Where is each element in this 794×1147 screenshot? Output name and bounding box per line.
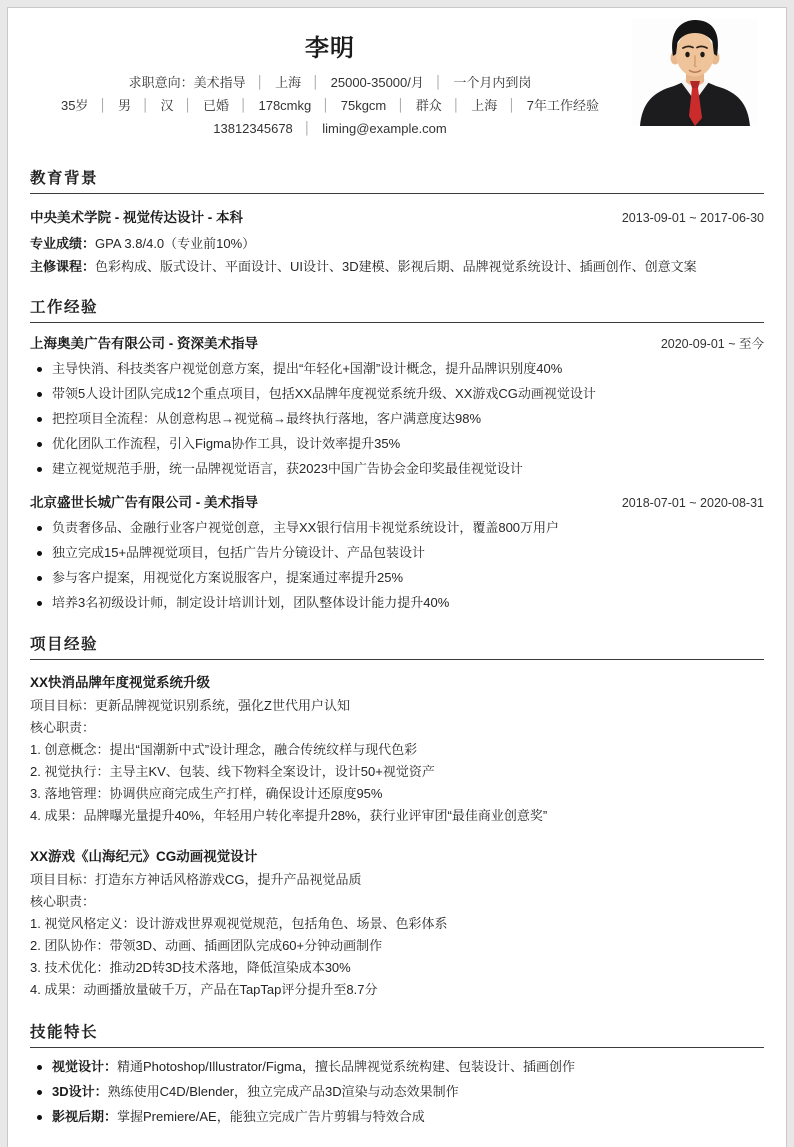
project-line: 1. 创意概念：提出“国潮新中式”设计理念，融合传统纹样与现代色彩 bbox=[30, 742, 418, 757]
education-date-range: 2013-09-01 ~ 2017-06-30 bbox=[621, 211, 764, 225]
intention-segment: │ 一个月内到岗 bbox=[424, 75, 532, 90]
project-name: XX快消品牌年度视觉系统升级 bbox=[30, 675, 211, 690]
section-projects bbox=[30, 636, 764, 998]
skill-list bbox=[30, 1058, 764, 1126]
company-role: 上海奥美广告有限公司 - 资深美术指导 bbox=[30, 336, 258, 351]
skill-label: 视觉设计： bbox=[52, 1059, 118, 1074]
project-line: 4. 成果：动画播放量破千万，产品在TapTap评分提升至8.7分 bbox=[30, 982, 378, 997]
job-bullet-list bbox=[30, 360, 764, 478]
candidate-photo bbox=[632, 18, 757, 126]
project-line: 3. 落地管理：协调供应商完成生产打样，确保设计还原度95% bbox=[30, 786, 383, 801]
skill-text: 熟练使用C4D/Blender，独立完成产品3D渲染与动态效果制作 bbox=[107, 1084, 459, 1099]
section-title-education: 教育背景 bbox=[30, 170, 764, 194]
job-date-range: 2018-07-01 ~ 2020-08-31 bbox=[621, 496, 764, 510]
job-date-range: 2020-09-01 ~ 至今 bbox=[660, 337, 764, 351]
project-line: 1. 视觉风格定义：设计游戏世界观视觉规范，包括角色、场景、色彩体系 bbox=[30, 916, 448, 931]
section-education bbox=[30, 170, 764, 275]
project-line: 核心职责： bbox=[30, 720, 96, 735]
header-text-block bbox=[30, 8, 630, 138]
skill-label: 3D设计： bbox=[52, 1084, 108, 1099]
project-detail-lines bbox=[30, 871, 764, 998]
intention-segment: │ 上海 bbox=[246, 75, 302, 90]
profile-segment: │ 178cmkg bbox=[229, 98, 311, 113]
job-bullet: 优化团队工作流程，引入Figma协作工具，设计效率提升35% bbox=[30, 435, 764, 453]
job-entry-header bbox=[30, 494, 764, 512]
intention-segment: │ 25000-35000/月 bbox=[301, 75, 424, 90]
project-line: 项目目标：打造东方神话风格游戏CG，提升产品视觉品质 bbox=[30, 872, 362, 887]
job-bullet: 带领5人设计团队完成12个重点项目，包括XX品牌年度视觉系统升级、XX游戏CG动画视觉设计 bbox=[30, 385, 764, 403]
job-intention-line bbox=[30, 73, 630, 92]
education-detail-gpa bbox=[30, 235, 764, 252]
profile-segment: │ 7年工作经验 bbox=[497, 98, 599, 113]
skill-item bbox=[30, 1083, 764, 1101]
profile-segment: │ 群众 bbox=[386, 98, 442, 113]
candidate-name: 李明 bbox=[305, 35, 355, 62]
contact-line bbox=[30, 119, 630, 138]
detail-label: 专业成绩： bbox=[30, 236, 96, 251]
profile-segment: │ 75kgcm bbox=[311, 98, 386, 113]
detail-text: GPA 3.8/4.0（专业前10%） bbox=[95, 236, 256, 251]
job-bullet-list bbox=[30, 519, 764, 612]
detail-label: 主修课程： bbox=[30, 259, 96, 274]
skill-item bbox=[30, 1108, 764, 1126]
project-line: 核心职责： bbox=[30, 894, 96, 909]
job-bullet: 负责奢侈品、金融行业客户视觉创意，主导XX银行信用卡视觉系统设计，覆盖800万用户 bbox=[30, 519, 764, 537]
section-title-projects: 项目经验 bbox=[30, 636, 764, 660]
project-line: 2. 视觉执行：主导主KV、包装、线下物料全案设计，设计50+视觉资产 bbox=[30, 764, 435, 779]
detail-text: 色彩构成、版式设计、平面设计、UI设计、3D建模、影视后期、品牌视觉系统设计、插画创作、创意文案 bbox=[95, 259, 697, 274]
project-line: 3. 技术优化：推动2D转3D技术落地，降低渲染成本30% bbox=[30, 960, 351, 975]
skill-item bbox=[30, 1058, 764, 1076]
project-line: 2. 团队协作：带领3D、动画、插画团队完成60+分钟动画制作 bbox=[30, 938, 383, 953]
school-name: 中央美术学院 - 视觉传达设计 - 本科 bbox=[30, 210, 243, 225]
section-skills bbox=[30, 1024, 764, 1126]
profile-segment: 35岁 bbox=[60, 98, 89, 113]
company-role: 北京盛世长城广告有限公司 - 美术指导 bbox=[30, 495, 258, 510]
profile-segment: │ 已婚 bbox=[173, 98, 229, 113]
skill-label: 影视后期： bbox=[52, 1109, 118, 1124]
contact-segment: │ liming@example.com bbox=[293, 121, 447, 136]
personal-info-line bbox=[30, 96, 630, 115]
profile-segment: │ 上海 bbox=[442, 98, 498, 113]
contact-segment: 13812345678 bbox=[213, 121, 293, 136]
project-line: 4. 成果：品牌曝光量提升40%，年轻用户转化率提升28%，获行业评审团“最佳商业创意奖” bbox=[30, 808, 548, 823]
intention-segment: 求职意向：美术指导 bbox=[128, 75, 246, 90]
skill-text: 精通Photoshop/Illustrator/Figma，擅长品牌视觉系统构建、包装设计、插画创作 bbox=[117, 1059, 575, 1074]
resume-page bbox=[7, 7, 787, 1147]
job-bullet: 参与客户提案，用视觉化方案说服客户，提案通过率提升25% bbox=[30, 569, 764, 587]
job-bullet: 培养3名初级设计师，制定设计培训计划，团队整体设计能力提升40% bbox=[30, 594, 764, 612]
section-title-skills: 技能特长 bbox=[30, 1024, 764, 1048]
job-bullet: 把控项目全流程：从创意构思→视觉稿→最终执行落地，客户满意度达98% bbox=[30, 410, 764, 428]
project-detail-lines bbox=[30, 697, 764, 824]
resume-header bbox=[30, 8, 764, 138]
job-bullet: 主导快消、科技类客户视觉创意方案，提出“年轻化+国潮”设计概念，提升品牌识别度40% bbox=[30, 360, 764, 378]
project-line: 项目目标：更新品牌视觉识别系统，强化Z世代用户认知 bbox=[30, 698, 350, 713]
project-name: XX游戏《山海纪元》CG动画视觉设计 bbox=[30, 849, 258, 864]
job-bullet: 建立视觉规范手册，统一品牌视觉语言，获2023中国广告协会金印奖最佳视觉设计 bbox=[30, 460, 764, 478]
education-entry-header bbox=[30, 209, 764, 227]
profile-segment: │ 汉 bbox=[131, 98, 174, 113]
skill-text: 掌握Premiere/AE，能独立完成广告片剪辑与特效合成 bbox=[117, 1109, 425, 1124]
section-title-work: 工作经验 bbox=[30, 299, 764, 323]
education-detail-courses bbox=[30, 258, 764, 275]
job-entry-header bbox=[30, 335, 764, 353]
section-work bbox=[30, 299, 764, 612]
job-bullet: 独立完成15+品牌视觉项目，包括广告片分镜设计、产品包装设计 bbox=[30, 544, 764, 562]
male-portrait-avatar-icon bbox=[632, 18, 757, 126]
profile-segment: │ 男 bbox=[88, 98, 131, 113]
